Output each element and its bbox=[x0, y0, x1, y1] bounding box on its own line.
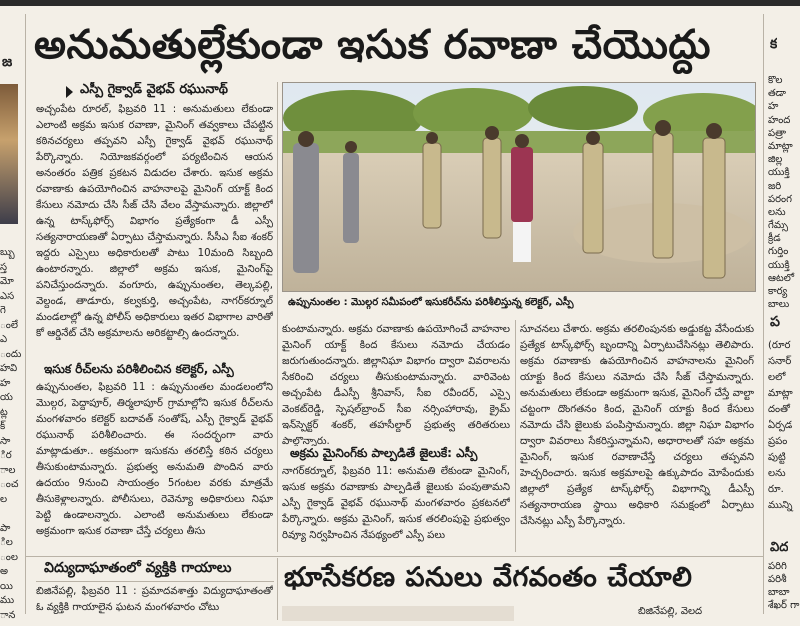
right-mid-line: మాట్లా bbox=[768, 388, 793, 399]
right-strip-top: క bbox=[770, 36, 778, 52]
right-strip-line: పత్రా bbox=[768, 127, 787, 139]
column-rule-2 bbox=[515, 320, 516, 552]
column2-body2: నాగర్‌కర్నూల్, ఫిబ్రవరి 11: అనుమతి లేకుండా మైనింగ్, ఇసుక అక్రమ రవాణాకు పాల్పడితే జైలుకు పంపుతామని ఎస్పీ గైక్వాడ్ వైభవ్ రఘునాథ్ మంగళవారం ప్రకటనలో పేర్కొన్నారు. అక్రమ మైనింగ్, ఇసుక తరలింపుపై ప్రభుత్వం రివ్యూ నిర్వహించిన నేపథ్యంలో ఎస్పీ పలు bbox=[282, 466, 510, 541]
left-strip-line: ిర bbox=[0, 450, 12, 461]
left-strip-line: ాన bbox=[0, 609, 16, 621]
bottom-rule bbox=[26, 556, 763, 557]
left-strip-line: ందు bbox=[0, 348, 22, 360]
right-strip-line: పరంగ bbox=[768, 193, 792, 205]
right-strip-text bbox=[768, 74, 800, 314]
right-strip-line: మాట్లా bbox=[768, 140, 793, 152]
right-strip-line: జరి bbox=[768, 180, 782, 192]
left-strip-line: ంలే bbox=[0, 319, 18, 331]
bottom-right-snippet: బిజినేపల్లి, వెలద bbox=[638, 606, 703, 617]
right-strip-line: బాలు bbox=[768, 299, 790, 311]
right-bottom-line: పరిగి bbox=[768, 561, 787, 572]
article-byline: ఎస్పీ గైక్వాడ్ వైభవ్ రఘునాథ్ bbox=[80, 82, 228, 97]
bottom-column-rule bbox=[277, 558, 278, 620]
right-mid-line: దంతో bbox=[768, 404, 790, 415]
left-strip-line: హవి bbox=[0, 363, 18, 374]
right-mid-line: (రూర bbox=[768, 340, 791, 351]
left-strip-photo bbox=[0, 84, 18, 224]
right-strip-line: జిల్ల bbox=[768, 154, 783, 166]
left-strip-line: ట్ల bbox=[0, 406, 8, 418]
left-strip-line: మో bbox=[0, 276, 14, 287]
column2-body: కుంటామన్నారు. అక్రమ రవాణాకు ఉపయోగించే వాహనాల మైనింగ్ యాక్ట్ కింద కేసులు నమోదు చేయడం జరుగుతుందన్నారు. జిల్లానిఘా విభాగం ద్వారా వివరాలను సేకరించి చర్యలు తీసుకుంటామన్నారు. వారివెంట అచ్చంపేట డీఎస్పీ శ్రీనివాస్, సీఐ రవీందర్, ఎస్సై వెంకట్‌రెడ్డి, స్పెషల్‌బ్రాంచ్ సీఐ నర్సింహారావు, క్రైమ్ ఇన్‌స్పెక్టర్ శంకర్, తహసీల్దార్ ప్రభుత్వ తరితరులు పాల్గొన్నారు. bbox=[282, 324, 510, 446]
byline-icon bbox=[66, 86, 73, 98]
left-strip bbox=[0, 14, 24, 619]
right-strip-line: ఆటలో bbox=[768, 272, 794, 284]
left-strip-line: గె bbox=[0, 305, 6, 316]
right-strip-line: కార్య bbox=[768, 286, 788, 297]
right-mid-line: మున్ని bbox=[768, 500, 793, 511]
right-mid-line: ఏర్పడ bbox=[768, 420, 793, 431]
right-strip-line: హ bbox=[768, 101, 779, 113]
left-strip-line: అ bbox=[0, 566, 8, 577]
left-strip-line: ిల bbox=[0, 537, 13, 548]
bottom-left-heading: విద్యుదాఘాతంలో వ్యక్తికి గాయాలు bbox=[44, 560, 232, 576]
left-strip-line bbox=[0, 507, 24, 522]
top-bar bbox=[0, 0, 800, 6]
left-strip-text bbox=[0, 246, 24, 626]
left-strip-line: పా bbox=[0, 522, 11, 534]
bottom-left-underline bbox=[36, 581, 274, 582]
column1-subhead: ఇసుక రీచ్‌లను పరిశీలించిన కలెక్టర్, ఎస్పీ bbox=[44, 362, 234, 376]
right-bottom-line: బాబా bbox=[768, 587, 790, 598]
right-column-rule bbox=[763, 14, 764, 614]
right-strip-line: తడా bbox=[768, 88, 786, 100]
right-strip-line: గేమ్స bbox=[768, 220, 789, 232]
left-strip-line: ఎ bbox=[0, 334, 8, 345]
left-strip-line: య bbox=[0, 392, 13, 403]
right-bottom-heading: విద bbox=[770, 540, 789, 555]
photo-scene bbox=[283, 83, 755, 291]
left-strip-line: క్ bbox=[0, 421, 6, 432]
right-strip-line: యుక్తి bbox=[768, 167, 790, 179]
right-strip-line: గుర్తిం bbox=[768, 246, 789, 258]
left-strip-line: ంచ bbox=[0, 479, 19, 490]
left-strip-line: యి bbox=[0, 580, 13, 592]
column-rule-1 bbox=[277, 82, 278, 552]
left-column-rule bbox=[25, 14, 26, 614]
right-strip bbox=[766, 14, 800, 619]
column1-body: అచ్చంపేట రూరల్, ఫిబ్రవరి 11 : అనుమతులు లేకుండా ఎలాంటి అక్రమ ఇసుక రవాణా, మైనింగ్ తవ్వకాలు చేపట్టిన కఠినచర్యలు తప్పవని ఎస్పీ గైక్వాడ్ వైభవ్ రఘునాథ్ పేర్కొన్నారు. నియోజకవర్గంలో పర్యటించిన ఆయన అనంతరం పత్రిక ప్రకటన విడుదల చేశారు. ఇసుక అక్రమ రవాణాకు ఉపయోగించిన వాహనాలపై మైనింగ్ యాక్ట్ కింద కేసులు నమోదు చేసి సీజ్ చేసి వేలం వేస్తామన్నారు. జిల్లాలో ఉన్న టాస్క్‌ఫోర్స్ విభాగం ప్రత్యేకంగా డీ ఎస్పీ సత్యనారాయణతో ఏర్పాటు చేస్తామన్నారు. సీసీఎ సీఐ శంకర్ ఇద్దరు ఎస్సైలు అధికారులతో పాటు 10మంది సిబ్బంది ఉంటారన్నారు. జిల్లాలో అక్రమ ఇసుక, మైనింగ్‌పై పనిచేస్తుందన్నారు. వంగూరు, ఉప్పునుంతల, తెల్కపల్లి, వెల్దండ, తాడూరు, కల్వకుర్తి, అచ్చంపేట, నాగర్‌కర్నూల్ మండలాల్లో ఉన్న పోలీస్ అధికారులు ఇతర విభాగాల వారితో కో ఆర్డినేట్ చేసి అక్రమాలను అరికట్టాల్సి ఉందన్నారు. bbox=[36, 104, 273, 339]
right-strip-line: కొల bbox=[768, 75, 783, 86]
left-strip-line: ాల bbox=[0, 464, 16, 476]
article-photo bbox=[282, 82, 756, 292]
right-mid-line: రూ. bbox=[768, 484, 784, 495]
bottom-right-heading: భూసేకరణ పనులు వేగవంతం చేయాలి bbox=[284, 562, 693, 593]
bottom-photo-strip bbox=[282, 606, 514, 621]
right-bottom-line: పరిశీ bbox=[768, 574, 787, 585]
left-strip-line: ము bbox=[0, 595, 15, 606]
column1-body2: ఉప్పునుంతల, ఫిబ్రవరి 11 : ఉప్పునుంతల మండలంలోని మొల్గర, పెద్దాపూర్, తిర్మలాపూర్ గ్రామాల్లోని ఇసుక రీచ్‌లను మంగళవారం కలెక్టర్ బదావత్ సంతోష్, ఎస్పీ గైక్వాడ్ వైభవ్ రఘునాథ్ పరిశీలించారు. ఈ సందర్భంగా వారు మాట్లాడుతూ.. అక్రమంగా ఇసుకను తరలిస్తే కఠిన చర్యలు తీసుకుంటామన్నారు. ప్రభుత్వ అనుమతి పొందిన వారు ఉదయం 9నుంచి సాయంత్రం 5గంటల వరకు మాత్రమే తీసుకెళ్లాలన్నారు. పోలీసులు, రెవెన్యూ అధికారులు నిఘా పెట్టి ఉండాలన్నారు. ఎలాంటి అనుమతులు లేకుండా అక్రమంగా ఇసుక రవాణా చేస్తే చర్యలు తీసు bbox=[36, 382, 273, 537]
right-bottom-text bbox=[768, 560, 800, 620]
right-mid-line: లను bbox=[768, 468, 786, 479]
left-strip-line: సా bbox=[0, 435, 11, 447]
right-strip-line: లను bbox=[768, 206, 786, 218]
left-strip-line: హ bbox=[0, 377, 11, 389]
column2-subhead: అక్రమ మైనింగ్‌కు పాల్పడితే జైలుకే: ఎస్పీ bbox=[290, 446, 478, 460]
left-strip-top: జ bbox=[2, 54, 13, 70]
right-strip-line: యుక్తి bbox=[768, 259, 790, 271]
right-mid-text bbox=[768, 338, 800, 528]
left-strip-line: బ్బు bbox=[0, 247, 15, 258]
left-strip-line: ఎస bbox=[0, 290, 15, 302]
right-mid-line: ప్రపం bbox=[768, 436, 788, 447]
right-strip-line: హంద bbox=[768, 114, 791, 126]
right-bottom-line: శేఖర్ గా bbox=[768, 600, 800, 611]
column3-body: సూచనలు చేశారు. అక్రమ తరలింపునకు అడ్డుకట్ట వేసేందుకు ప్రత్యేక టాస్క్‌ఫోర్స్ బృందాన్ని ఏర్పాటుచేసినట్లు తెలిపారు. అక్రమ రవాణాకు ఉపయోగించిన వాహనాలను మైనింగ్ యాక్టు కింద కేసులు నమోదు చేసి సీజ్ చేస్తామన్నారు. అనుమతులు లేకుండా అక్రమంగా ఇసుక, మైనింగ్ చేస్తే వాల్టా చట్టంగా దొంగతనం కింద, మైనింగ్ యాక్టు కింద కేసులు నమోదు చేసి జైలుకు పంపిస్తామన్నారు. జిల్లా నిఘా విభాగం ద్వారా వివరాలు సేకరిస్తున్నామని, అధారాలతో సహ అక్రమ మైనింగ్, ఇసుక రవాణాచేస్తే చర్యలు తప్పవని హెచ్చరించారు. ఇసుక అక్రమాలపై ఉక్కుపాదం మోపేందుకు జిల్లాలో ప్రత్యేక టాస్క్‌ఫోర్స్ విభాగాన్ని డీఎస్పీ సత్యనారాయణ స్థాయి అధికారి సమక్షంలో ఏర్పాటు చేసినట్లు ఎస్పీ పేర్కొన్నారు. bbox=[520, 324, 754, 527]
bottom-left-body: బిజినేపల్లి, ఫిబ్రవరి 11 : ప్రమాదవశాత్తు విద్యుదాఘాతంతో ఓ వ్యక్తికి గాయాలైన ఘటన మంగళవారం చోటు bbox=[36, 586, 273, 613]
left-strip-line: ంల bbox=[0, 551, 18, 563]
right-mid-line: పుట్టి bbox=[768, 452, 786, 463]
right-mid-heading: ప bbox=[770, 314, 780, 330]
right-mid-line: లలో bbox=[768, 372, 786, 383]
photo-caption: ఉప్పునుంతల : మొల్గర సమీపంలో ఇసుకరీచ్‌ను పరిశీలిస్తున్న కలెక్టర్, ఎస్పీ bbox=[288, 297, 574, 308]
right-strip-line: క్రీడ bbox=[768, 233, 781, 245]
left-strip-line: స్త bbox=[0, 261, 8, 273]
right-mid-line: సనార్ bbox=[768, 356, 792, 367]
left-strip-line: ల bbox=[0, 493, 8, 505]
main-headline: అనుమతుల్లేకుండా ఇసుక రవాణా చేయొద్దు bbox=[34, 22, 711, 68]
